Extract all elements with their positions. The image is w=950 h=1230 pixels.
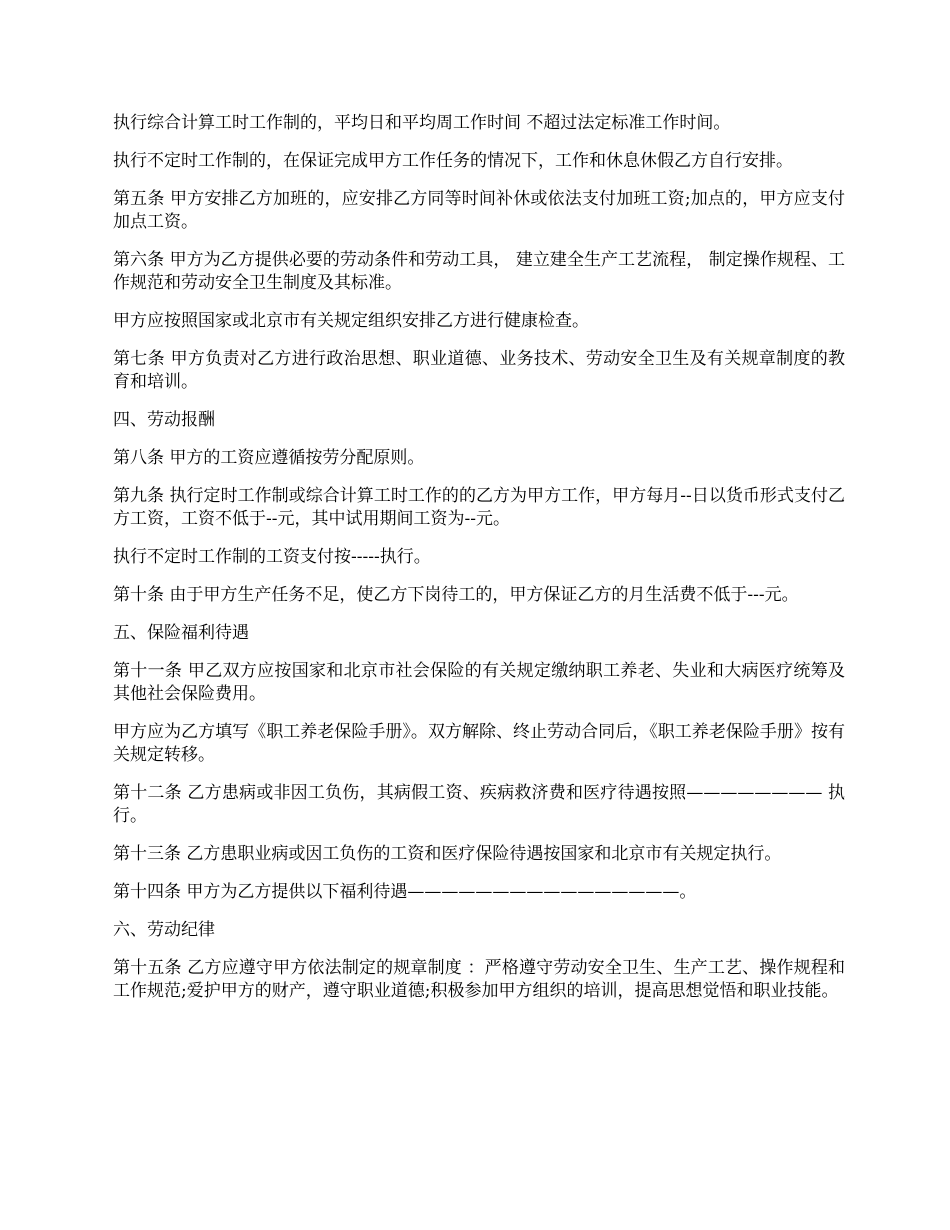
paragraph-article-9: 第九条 执行定时工作制或综合计算工时工作的的乙方为甲方工作，甲方每月--日以货币形式支付乙方工资，工资不低于--元，其中试用期间工资为--元。 <box>113 486 845 529</box>
paragraph-article-5: 第五条 甲方安排乙方加班的，应安排乙方同等时间补休或依法支付加班工资;加点的，甲方应支付加点工资。 <box>113 189 845 232</box>
paragraph-flexible-pay: 执行不定时工作制的工资支付按-----执行。 <box>113 547 431 567</box>
paragraph-article-13: 第十三条 乙方患职业病或因工负伤的工资和医疗保险待遇按国家和北京市有关规定执行。 <box>113 844 782 864</box>
paragraph-article-12: 第十二条 乙方患病或非因工负伤，其病假工资、疾病救济费和医疗待遇按照———————— 执行。 <box>113 783 845 826</box>
paragraph-overtime-calc: 执行综合计算工时工作制的，平均日和平均周工作时间 不超过法定标准工作时间。 <box>113 113 731 133</box>
paragraph-article-7: 第七条 甲方负责对乙方进行政治思想、职业道德、业务技术、劳动安全卫生及有关规章制度的教育和培训。 <box>113 349 845 392</box>
paragraph-article-8: 第八条 甲方的工资应遵循按劳分配原则。 <box>113 448 425 468</box>
section-heading-insurance: 五、保险福利待遇 <box>113 623 249 643</box>
paragraph-health-check: 甲方应按照国家或北京市有关规定组织安排乙方进行健康检查。 <box>113 311 589 331</box>
paragraph-article-11: 第十一条 甲乙双方应按国家和北京市社会保险的有关规定缴纳职工养老、失业和大病医疗统筹及其他社会保险费用。 <box>113 661 845 704</box>
paragraph-article-14: 第十四条 甲方为乙方提供以下福利待遇————————————————。 <box>113 882 697 902</box>
paragraph-article-10: 第十条 由于甲方生产任务不足，使乙方下岗待工的，甲方保证乙方的月生活费不低于---元。 <box>113 585 799 605</box>
section-heading-remuneration: 四、劳动报酬 <box>113 410 215 430</box>
paragraph-pension-handbook: 甲方应为乙方填写《职工养老保险手册》。双方解除、终止劳动合同后，《职工养老保险手册》按有关规定转移。 <box>113 722 845 765</box>
document-body <box>113 112 845 1018</box>
paragraph-article-15: 第十五条 乙方应遵守甲方依法制定的规章制度 ：严格遵守劳动安全卫生、生产工艺、操作规程和工作规范;爱护甲方的财产，遵守职业道德;积极参加甲方组织的培训，提高思想觉悟和职业技能。 <box>113 958 845 1001</box>
section-heading-discipline: 六、劳动纪律 <box>113 920 215 940</box>
paragraph-article-6: 第六条 甲方为乙方提供必要的劳动条件和劳动工具， 建立建全生产工艺流程， 制定操作规程、工作规范和劳动安全卫生制度及其标准。 <box>113 250 845 293</box>
paragraph-flexible-hours: 执行不定时工作制的，在保证完成甲方工作任务的情况下，工作和休息休假乙方自行安排。 <box>113 151 793 171</box>
